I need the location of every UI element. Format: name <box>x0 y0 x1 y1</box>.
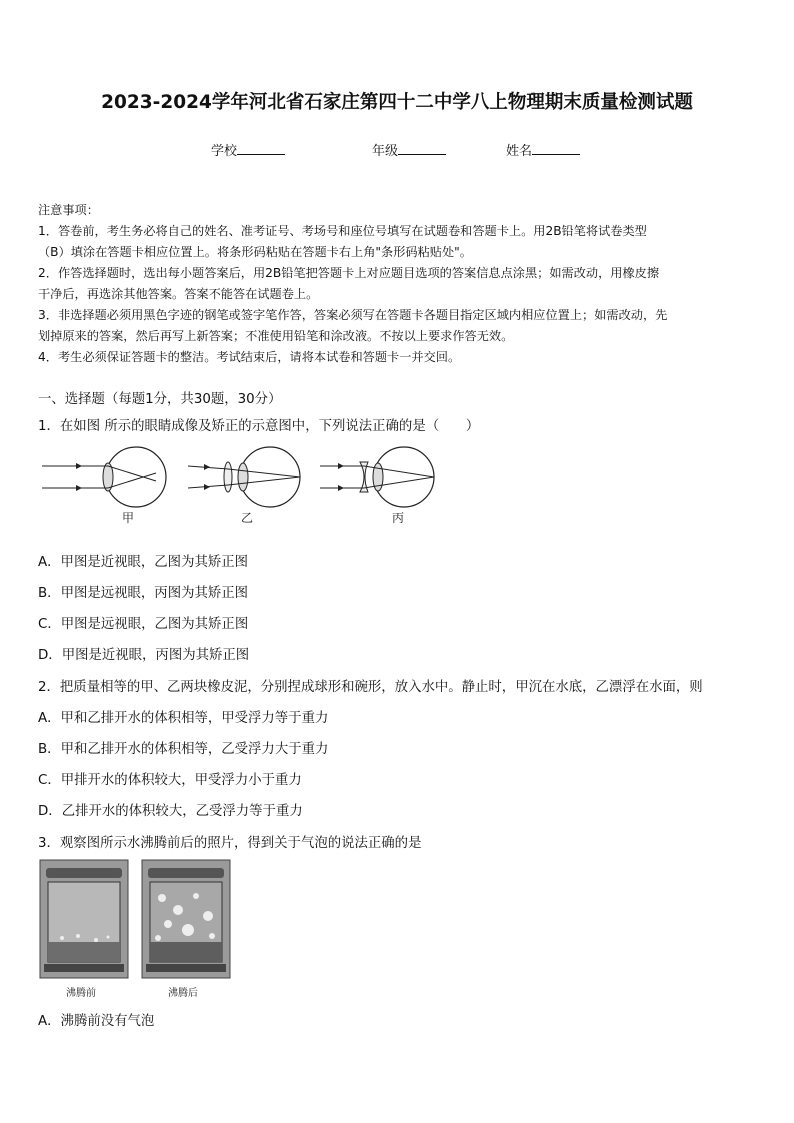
q2-option-d: D．乙排开水的体积较大，乙受浮力等于重力 <box>38 804 303 819</box>
q1-option-c: C．甲图是远视眼，乙图为其矫正图 <box>38 617 249 632</box>
fig-label-bing: 丙 <box>392 511 405 525</box>
question-3-stem: 3．观察图所示水沸腾前后的照片，得到关于气泡的说法正确的是 <box>38 836 422 851</box>
grade-field <box>372 140 446 159</box>
notice-line: 划掉原来的答案，然后再写上新答案；不准使用铅笔和涂改液。不按以上要求作答无效。 <box>38 329 514 343</box>
q2-option-a: A．甲和乙排开水的体积相等，甲受浮力等于重力 <box>38 711 329 726</box>
notice-line: 4．考生必须保证答题卡的整洁。考试结束后，请将本试卷和答题卡一并交回。 <box>38 350 461 364</box>
school-blank <box>237 142 285 155</box>
question-2-stem: 2．把质量相等的甲、乙两块橡皮泥，分别捏成球形和碗形，放入水中。静止时，甲沉在水底，乙漂浮在水面，则 <box>38 680 703 695</box>
notice-line: （B）填涂在答题卡相应位置上。将条形码粘贴在答题卡右上角"条形码粘贴处"。 <box>38 245 472 259</box>
notice-line: 1．答卷前，考生务必将自己的姓名、准考证号、考场号和座位号填写在试题卷和答题卡上。用2B铅笔将试卷类型 <box>38 224 647 238</box>
question-1-stem: 1．在如图 所示的眼睛成像及矫正的示意图中，下列说法正确的是（ ） <box>38 419 480 434</box>
q2-option-c: C．甲排开水的体积较大，甲受浮力小于重力 <box>38 773 302 788</box>
grade-blank <box>398 142 446 155</box>
boiling-photos <box>38 858 238 1000</box>
name-blank <box>532 142 580 155</box>
name-field <box>506 140 580 159</box>
q3-option-a: A．沸腾前没有气泡 <box>38 1014 155 1029</box>
notice-line: 3．非选择题必须用黑色字迹的钢笔或签字笔作答，答案必须写在答题卡各题目指定区域内相应位置上；如需改动，先 <box>38 308 668 322</box>
q1-option-a: A．甲图是近视眼，乙图为其矫正图 <box>38 555 249 570</box>
school-label: 学校 <box>211 144 238 159</box>
photo-label-before: 沸腾前 <box>66 988 96 999</box>
q1-option-d: D．甲图是近视眼，丙图为其矫正图 <box>38 648 250 663</box>
photo-before-boiling <box>40 860 128 978</box>
fig-label-yi: 乙 <box>241 511 254 525</box>
q1-option-b: B．甲图是远视眼，丙图为其矫正图 <box>38 586 249 601</box>
name-label: 姓名 <box>506 144 533 159</box>
notice-heading: 注意事项： <box>38 203 99 217</box>
eye-figure-bing <box>320 447 434 507</box>
eye-diagram <box>38 436 438 532</box>
eye-figure-jia <box>42 447 166 507</box>
notice-line: 2．作答选择题时，选出每小题答案后，用2B铅笔把答题卡上对应题目选项的答案信息点涂黑；如需改动，用橡皮擦 <box>38 266 660 280</box>
school-field <box>211 140 285 159</box>
exam-title: 2023-2024学年河北省石家庄第四十二中学八上物理期末质量检测试题 <box>101 92 693 113</box>
photo-after-boiling <box>142 860 230 978</box>
fig-label-jia: 甲 <box>122 511 135 525</box>
photo-label-after: 沸腾后 <box>168 988 198 999</box>
q2-option-b: B．甲和乙排开水的体积相等，乙受浮力大于重力 <box>38 742 329 757</box>
notice-line: 干净后，再选涂其他答案。答案不能答在试题卷上。 <box>38 287 319 301</box>
section-heading: 一、选择题（每题1分，共30题，30分） <box>38 392 282 407</box>
grade-label: 年级 <box>372 144 399 159</box>
eye-figure-yi <box>188 447 300 507</box>
